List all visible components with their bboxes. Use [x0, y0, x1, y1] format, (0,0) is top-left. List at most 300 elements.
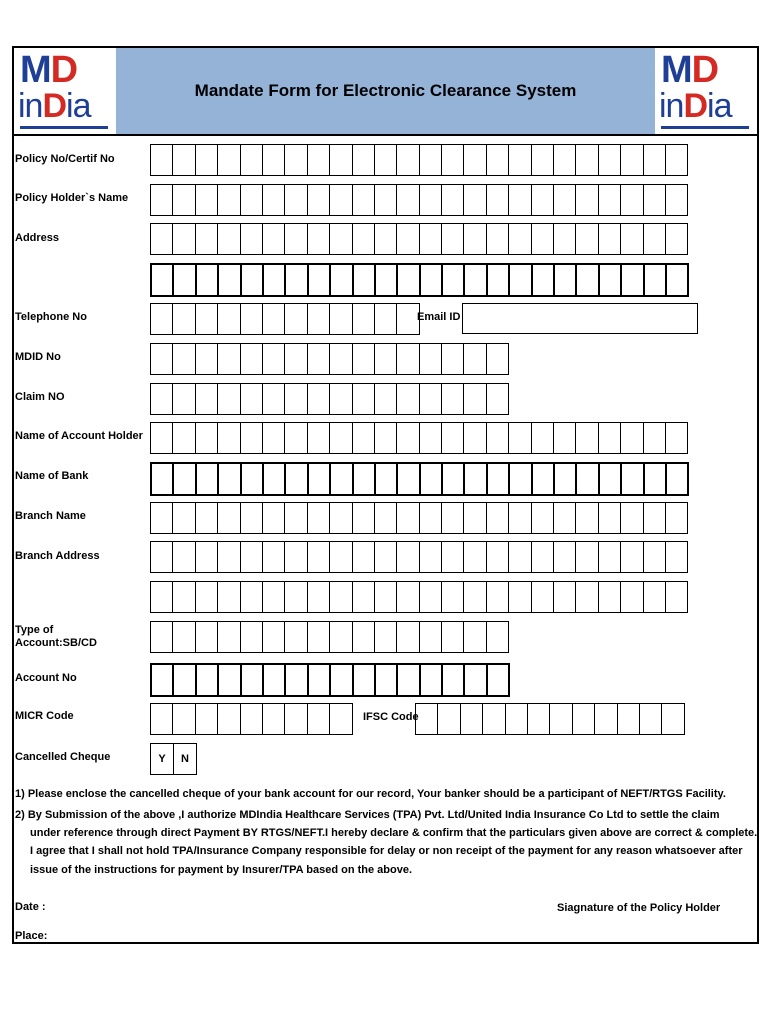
- character-cell[interactable]: [151, 622, 173, 652]
- character-cell[interactable]: [487, 224, 509, 254]
- character-cell[interactable]: [241, 145, 263, 175]
- character-cell[interactable]: [576, 582, 598, 612]
- character-cell[interactable]: [487, 423, 509, 453]
- character-cell[interactable]: [644, 542, 666, 572]
- character-cell[interactable]: [397, 503, 419, 533]
- character-cell[interactable]: [354, 265, 376, 295]
- character-cell[interactable]: [242, 464, 264, 494]
- character-cell[interactable]: [577, 265, 599, 295]
- character-cell[interactable]: [666, 503, 688, 533]
- character-cell[interactable]: [242, 665, 264, 695]
- character-cell[interactable]: [487, 503, 509, 533]
- branch-address-input-line2[interactable]: [150, 581, 688, 613]
- character-cell[interactable]: [509, 185, 531, 215]
- character-cell[interactable]: [241, 622, 263, 652]
- character-cell[interactable]: [554, 423, 576, 453]
- character-cell[interactable]: [397, 304, 419, 334]
- character-cell[interactable]: [599, 185, 621, 215]
- character-cell[interactable]: [420, 185, 442, 215]
- character-cell[interactable]: [219, 265, 241, 295]
- character-cell[interactable]: [197, 464, 219, 494]
- character-cell[interactable]: [218, 224, 240, 254]
- character-cell[interactable]: [666, 423, 688, 453]
- character-cell[interactable]: [285, 145, 307, 175]
- character-cell[interactable]: [442, 503, 464, 533]
- character-cell[interactable]: [644, 503, 666, 533]
- character-cell[interactable]: [555, 265, 577, 295]
- character-cell[interactable]: [330, 582, 352, 612]
- character-cell[interactable]: [263, 185, 285, 215]
- character-cell[interactable]: [173, 185, 195, 215]
- character-cell[interactable]: [464, 344, 486, 374]
- character-cell[interactable]: [353, 145, 375, 175]
- character-cell[interactable]: [308, 423, 330, 453]
- character-cell[interactable]: [218, 185, 240, 215]
- character-cell[interactable]: [554, 185, 576, 215]
- character-cell[interactable]: [621, 145, 643, 175]
- account-type-input[interactable]: [150, 621, 509, 653]
- cheque-yes-option[interactable]: Y: [151, 744, 174, 774]
- character-cell[interactable]: [442, 185, 464, 215]
- character-cell[interactable]: [532, 582, 554, 612]
- claim-input[interactable]: [150, 383, 509, 415]
- character-cell[interactable]: [576, 145, 598, 175]
- character-cell[interactable]: [151, 384, 173, 414]
- character-cell[interactable]: [331, 665, 353, 695]
- character-cell[interactable]: [218, 704, 240, 734]
- character-cell[interactable]: [442, 344, 464, 374]
- character-cell[interactable]: [421, 665, 443, 695]
- character-cell[interactable]: [461, 704, 483, 734]
- character-cell[interactable]: [464, 582, 486, 612]
- character-cell[interactable]: [554, 542, 576, 572]
- character-cell[interactable]: [599, 423, 621, 453]
- character-cell[interactable]: [645, 265, 667, 295]
- character-cell[interactable]: [666, 185, 688, 215]
- character-cell[interactable]: [644, 423, 666, 453]
- character-cell[interactable]: [442, 622, 464, 652]
- character-cell[interactable]: [286, 665, 308, 695]
- character-cell[interactable]: [645, 464, 667, 494]
- character-cell[interactable]: [464, 503, 486, 533]
- character-cell[interactable]: [263, 145, 285, 175]
- character-cell[interactable]: [151, 304, 173, 334]
- character-cell[interactable]: [532, 224, 554, 254]
- character-cell[interactable]: [241, 185, 263, 215]
- character-cell[interactable]: [554, 145, 576, 175]
- character-cell[interactable]: [397, 622, 419, 652]
- character-cell[interactable]: [151, 503, 173, 533]
- character-cell[interactable]: [218, 542, 240, 572]
- character-cell[interactable]: [397, 542, 419, 572]
- mdid-input[interactable]: [150, 343, 509, 375]
- character-cell[interactable]: [420, 582, 442, 612]
- character-cell[interactable]: [218, 503, 240, 533]
- character-cell[interactable]: [487, 542, 509, 572]
- character-cell[interactable]: [599, 542, 621, 572]
- character-cell[interactable]: [241, 344, 263, 374]
- character-cell[interactable]: [621, 542, 643, 572]
- character-cell[interactable]: [285, 304, 307, 334]
- character-cell[interactable]: [197, 665, 219, 695]
- character-cell[interactable]: [173, 224, 195, 254]
- character-cell[interactable]: [264, 265, 286, 295]
- character-cell[interactable]: [173, 622, 195, 652]
- character-cell[interactable]: [173, 542, 195, 572]
- character-cell[interactable]: [621, 423, 643, 453]
- character-cell[interactable]: [398, 464, 420, 494]
- character-cell[interactable]: [420, 503, 442, 533]
- character-cell[interactable]: [443, 265, 465, 295]
- character-cell[interactable]: [621, 582, 643, 612]
- character-cell[interactable]: [576, 185, 598, 215]
- character-cell[interactable]: [442, 224, 464, 254]
- character-cell[interactable]: [196, 384, 218, 414]
- character-cell[interactable]: [509, 224, 531, 254]
- bank-input[interactable]: [150, 462, 689, 496]
- ifsc-input[interactable]: [415, 703, 685, 735]
- character-cell[interactable]: [218, 304, 240, 334]
- character-cell[interactable]: [173, 145, 195, 175]
- character-cell[interactable]: [397, 344, 419, 374]
- character-cell[interactable]: [174, 464, 196, 494]
- character-cell[interactable]: [354, 464, 376, 494]
- character-cell[interactable]: [151, 224, 173, 254]
- micr-input[interactable]: [150, 703, 353, 735]
- character-cell[interactable]: [218, 582, 240, 612]
- character-cell[interactable]: [285, 622, 307, 652]
- character-cell[interactable]: [331, 265, 353, 295]
- character-cell[interactable]: [152, 464, 174, 494]
- character-cell[interactable]: [353, 384, 375, 414]
- character-cell[interactable]: [285, 542, 307, 572]
- character-cell[interactable]: [196, 224, 218, 254]
- character-cell[interactable]: [263, 582, 285, 612]
- character-cell[interactable]: [464, 423, 486, 453]
- character-cell[interactable]: [532, 185, 554, 215]
- character-cell[interactable]: [487, 185, 509, 215]
- character-cell[interactable]: [330, 622, 352, 652]
- character-cell[interactable]: [555, 464, 577, 494]
- character-cell[interactable]: [644, 224, 666, 254]
- character-cell[interactable]: [263, 542, 285, 572]
- character-cell[interactable]: [330, 503, 352, 533]
- character-cell[interactable]: [577, 464, 599, 494]
- character-cell[interactable]: [353, 304, 375, 334]
- character-cell[interactable]: [286, 464, 308, 494]
- character-cell[interactable]: [330, 384, 352, 414]
- character-cell[interactable]: [218, 622, 240, 652]
- character-cell[interactable]: [509, 503, 531, 533]
- character-cell[interactable]: [241, 542, 263, 572]
- character-cell[interactable]: [241, 304, 263, 334]
- character-cell[interactable]: [197, 265, 219, 295]
- character-cell[interactable]: [667, 265, 689, 295]
- character-cell[interactable]: [509, 582, 531, 612]
- character-cell[interactable]: [330, 704, 352, 734]
- character-cell[interactable]: [174, 665, 196, 695]
- character-cell[interactable]: [576, 542, 598, 572]
- character-cell[interactable]: [442, 423, 464, 453]
- character-cell[interactable]: [438, 704, 460, 734]
- character-cell[interactable]: [644, 582, 666, 612]
- character-cell[interactable]: [375, 145, 397, 175]
- character-cell[interactable]: [241, 423, 263, 453]
- character-cell[interactable]: [465, 665, 487, 695]
- character-cell[interactable]: [330, 344, 352, 374]
- character-cell[interactable]: [173, 704, 195, 734]
- branch-input[interactable]: [150, 502, 688, 534]
- character-cell[interactable]: [309, 665, 331, 695]
- character-cell[interactable]: [640, 704, 662, 734]
- character-cell[interactable]: [533, 265, 555, 295]
- character-cell[interactable]: [353, 542, 375, 572]
- character-cell[interactable]: [375, 542, 397, 572]
- character-cell[interactable]: [218, 145, 240, 175]
- character-cell[interactable]: [375, 503, 397, 533]
- character-cell[interactable]: [442, 582, 464, 612]
- character-cell[interactable]: [488, 665, 510, 695]
- character-cell[interactable]: [151, 704, 173, 734]
- character-cell[interactable]: [285, 384, 307, 414]
- character-cell[interactable]: [152, 665, 174, 695]
- character-cell[interactable]: [308, 542, 330, 572]
- character-cell[interactable]: [264, 665, 286, 695]
- character-cell[interactable]: [241, 704, 263, 734]
- character-cell[interactable]: [488, 265, 510, 295]
- character-cell[interactable]: [488, 464, 510, 494]
- character-cell[interactable]: [465, 464, 487, 494]
- character-cell[interactable]: [173, 344, 195, 374]
- character-cell[interactable]: [621, 503, 643, 533]
- character-cell[interactable]: [397, 582, 419, 612]
- character-cell[interactable]: [576, 503, 598, 533]
- character-cell[interactable]: [532, 145, 554, 175]
- policy-no-input[interactable]: [150, 144, 688, 176]
- character-cell[interactable]: [330, 542, 352, 572]
- character-cell[interactable]: [375, 622, 397, 652]
- character-cell[interactable]: [330, 145, 352, 175]
- character-cell[interactable]: [464, 542, 486, 572]
- character-cell[interactable]: [487, 384, 509, 414]
- character-cell[interactable]: [421, 464, 443, 494]
- character-cell[interactable]: [353, 622, 375, 652]
- character-cell[interactable]: [151, 423, 173, 453]
- character-cell[interactable]: [353, 582, 375, 612]
- character-cell[interactable]: [554, 503, 576, 533]
- character-cell[interactable]: [622, 464, 644, 494]
- character-cell[interactable]: [263, 704, 285, 734]
- character-cell[interactable]: [196, 542, 218, 572]
- telephone-input[interactable]: [150, 303, 420, 335]
- character-cell[interactable]: [151, 582, 173, 612]
- character-cell[interactable]: [264, 464, 286, 494]
- character-cell[interactable]: [196, 423, 218, 453]
- character-cell[interactable]: [599, 145, 621, 175]
- character-cell[interactable]: [375, 384, 397, 414]
- character-cell[interactable]: [285, 704, 307, 734]
- holder-name-input[interactable]: [150, 184, 688, 216]
- character-cell[interactable]: [621, 185, 643, 215]
- character-cell[interactable]: [618, 704, 640, 734]
- character-cell[interactable]: [375, 423, 397, 453]
- character-cell[interactable]: [286, 265, 308, 295]
- character-cell[interactable]: [375, 582, 397, 612]
- cheque-no-option[interactable]: N: [181, 753, 189, 765]
- character-cell[interactable]: [397, 185, 419, 215]
- character-cell[interactable]: [576, 224, 598, 254]
- character-cell[interactable]: [375, 185, 397, 215]
- character-cell[interactable]: [308, 582, 330, 612]
- character-cell[interactable]: [398, 665, 420, 695]
- character-cell[interactable]: [443, 464, 465, 494]
- character-cell[interactable]: [196, 704, 218, 734]
- character-cell[interactable]: [442, 542, 464, 572]
- character-cell[interactable]: [397, 145, 419, 175]
- character-cell[interactable]: [285, 224, 307, 254]
- character-cell[interactable]: [420, 344, 442, 374]
- character-cell[interactable]: [595, 704, 617, 734]
- character-cell[interactable]: [397, 384, 419, 414]
- character-cell[interactable]: [644, 145, 666, 175]
- character-cell[interactable]: [420, 145, 442, 175]
- character-cell[interactable]: [285, 344, 307, 374]
- character-cell[interactable]: [241, 224, 263, 254]
- character-cell[interactable]: [241, 384, 263, 414]
- character-cell[interactable]: [353, 423, 375, 453]
- character-cell[interactable]: [218, 423, 240, 453]
- character-cell[interactable]: [219, 665, 241, 695]
- character-cell[interactable]: [353, 185, 375, 215]
- character-cell[interactable]: [600, 464, 622, 494]
- character-cell[interactable]: [263, 344, 285, 374]
- character-cell[interactable]: [483, 704, 505, 734]
- character-cell[interactable]: [263, 384, 285, 414]
- address-input-line1[interactable]: [150, 223, 688, 255]
- character-cell[interactable]: [308, 185, 330, 215]
- character-cell[interactable]: [309, 265, 331, 295]
- character-cell[interactable]: [376, 665, 398, 695]
- character-cell[interactable]: [666, 145, 688, 175]
- character-cell[interactable]: [421, 265, 443, 295]
- character-cell[interactable]: [151, 344, 173, 374]
- character-cell[interactable]: [309, 464, 331, 494]
- character-cell[interactable]: [573, 704, 595, 734]
- character-cell[interactable]: [308, 384, 330, 414]
- character-cell[interactable]: [353, 503, 375, 533]
- character-cell[interactable]: [666, 542, 688, 572]
- character-cell[interactable]: [285, 582, 307, 612]
- character-cell[interactable]: [420, 542, 442, 572]
- character-cell[interactable]: [174, 265, 196, 295]
- character-cell[interactable]: [487, 344, 509, 374]
- character-cell[interactable]: [554, 224, 576, 254]
- character-cell[interactable]: [196, 582, 218, 612]
- character-cell[interactable]: [354, 665, 376, 695]
- character-cell[interactable]: [554, 582, 576, 612]
- character-cell[interactable]: [464, 145, 486, 175]
- character-cell[interactable]: [152, 265, 174, 295]
- character-cell[interactable]: [532, 423, 554, 453]
- character-cell[interactable]: [353, 344, 375, 374]
- character-cell[interactable]: [487, 622, 509, 652]
- character-cell[interactable]: [442, 384, 464, 414]
- character-cell[interactable]: [375, 224, 397, 254]
- character-cell[interactable]: [218, 384, 240, 414]
- character-cell[interactable]: [353, 224, 375, 254]
- character-cell[interactable]: [510, 464, 532, 494]
- character-cell[interactable]: [644, 185, 666, 215]
- character-cell[interactable]: [375, 344, 397, 374]
- character-cell[interactable]: [420, 384, 442, 414]
- branch-address-input-line1[interactable]: [150, 541, 688, 573]
- character-cell[interactable]: [487, 582, 509, 612]
- character-cell[interactable]: [376, 464, 398, 494]
- character-cell[interactable]: [308, 503, 330, 533]
- character-cell[interactable]: [151, 145, 173, 175]
- character-cell[interactable]: [509, 423, 531, 453]
- character-cell[interactable]: [667, 464, 689, 494]
- character-cell[interactable]: [241, 503, 263, 533]
- character-cell[interactable]: [443, 665, 465, 695]
- character-cell[interactable]: [308, 304, 330, 334]
- character-cell[interactable]: [308, 622, 330, 652]
- character-cell[interactable]: [263, 503, 285, 533]
- character-cell[interactable]: [416, 704, 438, 734]
- character-cell[interactable]: [308, 704, 330, 734]
- character-cell[interactable]: [285, 423, 307, 453]
- character-cell[interactable]: [622, 265, 644, 295]
- character-cell[interactable]: [196, 344, 218, 374]
- character-cell[interactable]: [375, 304, 397, 334]
- character-cell[interactable]: [509, 145, 531, 175]
- email-input[interactable]: [462, 303, 698, 334]
- character-cell[interactable]: [263, 622, 285, 652]
- character-cell[interactable]: [173, 503, 195, 533]
- character-cell[interactable]: [330, 304, 352, 334]
- character-cell[interactable]: [465, 265, 487, 295]
- character-cell[interactable]: [196, 304, 218, 334]
- character-cell[interactable]: [218, 344, 240, 374]
- character-cell[interactable]: [330, 423, 352, 453]
- character-cell[interactable]: [263, 224, 285, 254]
- character-cell[interactable]: [308, 344, 330, 374]
- character-cell[interactable]: [241, 582, 263, 612]
- character-cell[interactable]: [599, 503, 621, 533]
- character-cell[interactable]: [532, 542, 554, 572]
- character-cell[interactable]: [331, 464, 353, 494]
- character-cell[interactable]: [196, 503, 218, 533]
- character-cell[interactable]: [308, 145, 330, 175]
- character-cell[interactable]: [528, 704, 550, 734]
- character-cell[interactable]: [666, 582, 688, 612]
- character-cell[interactable]: [397, 224, 419, 254]
- character-cell[interactable]: [662, 704, 684, 734]
- character-cell[interactable]: [196, 185, 218, 215]
- character-cell[interactable]: [666, 224, 688, 254]
- character-cell[interactable]: [576, 423, 598, 453]
- character-cell[interactable]: [151, 542, 173, 572]
- character-cell[interactable]: [263, 304, 285, 334]
- character-cell[interactable]: [599, 582, 621, 612]
- character-cell[interactable]: [550, 704, 572, 734]
- character-cell[interactable]: [442, 145, 464, 175]
- character-cell[interactable]: [420, 224, 442, 254]
- character-cell[interactable]: [173, 384, 195, 414]
- account-holder-input[interactable]: [150, 422, 688, 454]
- character-cell[interactable]: [621, 224, 643, 254]
- character-cell[interactable]: [330, 224, 352, 254]
